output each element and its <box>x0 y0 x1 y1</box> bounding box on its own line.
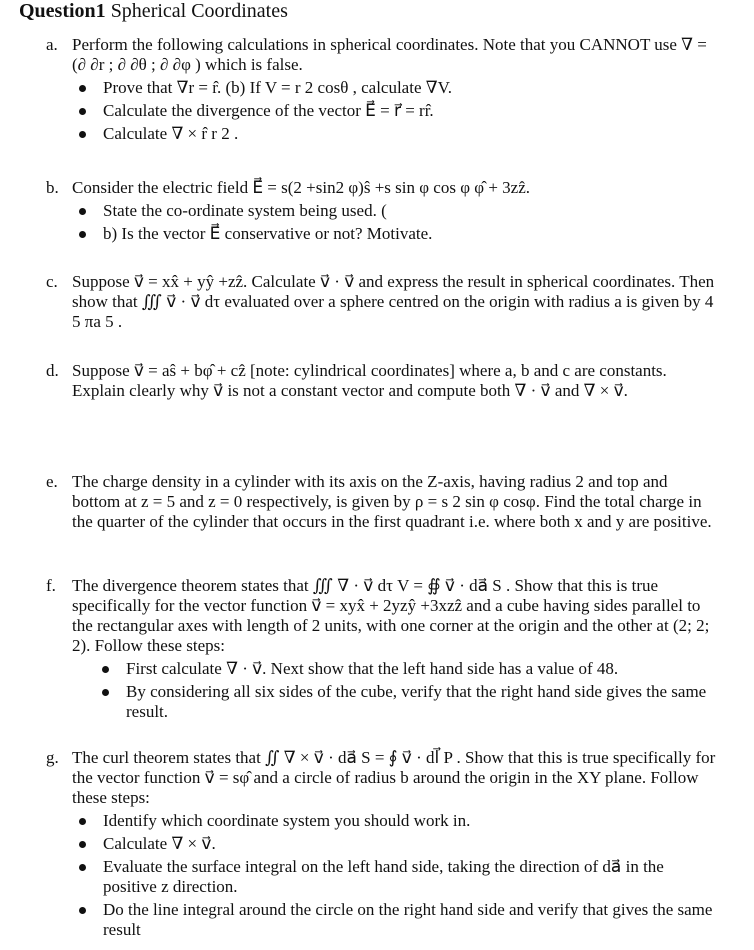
part-e <box>46 472 716 532</box>
part-a-letter: a. <box>46 35 58 54</box>
part-a-bullets <box>46 78 716 144</box>
part-g-text: The curl theorem states that ∬ ∇ × v⃗ · da⃗ S = ∮ v⃗ · dl⃗ P . Show that this is true specifically for the vector function v⃗ = sφ̂ and a circle of radius b around the origin in the XY plane. Follow these steps: <box>72 748 716 807</box>
part-g-letter: g. <box>46 748 59 767</box>
list-item: b) Is the vector E⃗ conservative or not? Motivate. <box>46 224 716 244</box>
list-item: Identify which coordinate system you should work in. <box>46 811 716 831</box>
question-topic: Spherical Coordinates <box>110 0 288 22</box>
list-item: Calculate ∇ × r̂ r 2 . <box>46 124 716 144</box>
part-c <box>46 272 716 332</box>
part-f-bullets <box>46 659 716 722</box>
list-item: State the co-ordinate system being used. ( <box>46 201 716 221</box>
part-b-letter: b. <box>46 178 59 197</box>
part-f <box>46 576 716 725</box>
part-d <box>46 361 716 401</box>
list-item: Evaluate the surface integral on the left hand side, taking the direction of da⃗ in the positive z direction. <box>46 857 716 897</box>
list-item: Calculate ∇ × v⃗. <box>46 834 716 854</box>
part-f-text: The divergence theorem states that ∭ ∇ · v⃗ dτ V = ∯ v⃗ · da⃗ S . Show that this is true specifically for the vector function v⃗ = xyx̂ + 2yzŷ +3xzẑ and a cube having sides parallel to the rectangular axes with length of 2 units, with one corner at the origin and the other at (2; 2; 2). Follow these steps: <box>72 576 710 655</box>
part-b-bullets <box>46 201 716 244</box>
part-d-letter: d. <box>46 361 59 380</box>
question-number: Question1 <box>19 0 106 22</box>
list-item: First calculate ∇ · v⃗. Next show that the left hand side has a value of 48. <box>46 659 716 679</box>
part-c-letter: c. <box>46 272 58 291</box>
list-item: By considering all six sides of the cube, verify that the right hand side gives the same result. <box>46 682 716 722</box>
part-e-letter: e. <box>46 472 58 491</box>
part-a <box>46 35 716 147</box>
question-title <box>19 0 288 22</box>
list-item: Calculate the divergence of the vector E⃗ = r⃗ = rr̂. <box>46 101 716 121</box>
part-g-bullets <box>46 811 716 940</box>
part-e-text: The charge density in a cylinder with its axis on the Z-axis, having radius 2 and top and bottom at z = 5 and z = 0 respectively, is given by ρ = s 2 sin φ cosφ. Find the total charge in the quarter of the cylinder that occurs in the first quadrant i.e. where both x and y are positive. <box>72 472 712 531</box>
part-a-text: Perform the following calculations in spherical coordinates. Note that you CANNOT use ∇ = (∂ ∂r ; ∂ ∂θ ; ∂ ∂φ ) which is false. <box>72 35 707 74</box>
part-b-text: Consider the electric field E⃗ = s(2 +sin2 φ)ŝ +s sin φ cos φ φ̂ + 3zẑ. <box>72 178 531 197</box>
list-item: Prove that ∇r = r̂. (b) If V = r 2 cosθ , calculate ∇V. <box>46 78 716 98</box>
part-c-text: Suppose v⃗ = xx̂ + yŷ +zẑ. Calculate v⃗ · v⃗ and express the result in spherical coordinates. Then show that ∭ v⃗ · v⃗ dτ evaluated over a sphere centred on the origin with radius a is given by 4 5 πa 5 . <box>72 272 715 331</box>
part-d-text: Suppose v⃗ = aŝ + bφ̂ + cẑ [note: cylindrical coordinates] where a, b and c are constants. Explain clearly why v⃗ is not a constant vector and compute both ∇ · v⃗ and ∇ × v⃗. <box>72 361 667 400</box>
list-item: Do the line integral around the circle on the right hand side and verify that gives the same result <box>46 900 716 940</box>
part-b <box>46 178 716 247</box>
part-f-letter: f. <box>46 576 56 595</box>
part-g <box>46 748 716 943</box>
